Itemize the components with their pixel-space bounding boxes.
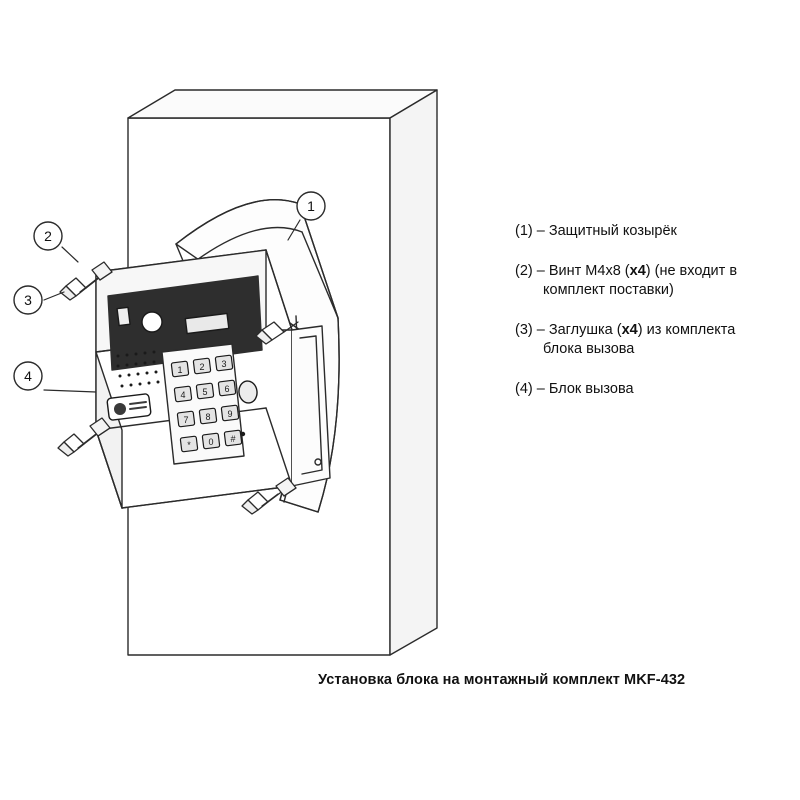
keypad-digit: 7: [183, 415, 189, 425]
figure-caption: Установка блока на монтажный комплект MKF-432: [318, 672, 686, 688]
legend-bold-2: x4: [629, 263, 646, 279]
keypad-digit: 8: [205, 412, 211, 422]
legend-item-1: [515, 222, 790, 241]
callout-label-1: 1: [307, 198, 315, 214]
callout-label-4: 4: [24, 368, 32, 384]
callout-label-3: 3: [24, 292, 32, 308]
legend-ref-3: (3) –: [515, 322, 545, 338]
legend-text-2: Винт М4х8 (: [548, 263, 630, 279]
keypad-digit: 9: [227, 409, 233, 419]
callout-label-2: 2: [44, 228, 52, 244]
keypad-digit: 2: [199, 362, 205, 372]
legend-list: [515, 222, 790, 420]
legend-ref-1: (1) –: [515, 223, 545, 239]
legend-item-2: [515, 262, 790, 300]
legend-tail-3: ) из комплекта: [637, 322, 736, 338]
keypad-digit: *: [187, 440, 191, 450]
keypad-digit: 5: [202, 387, 208, 397]
legend-text-1: Защитный козырёк: [548, 223, 677, 239]
legend-text-3-line2: блока вызова: [543, 341, 635, 357]
legend-text-2-line2: комплект поставки): [543, 282, 674, 298]
keypad-digit: 3: [221, 359, 227, 369]
legend-text-4: Блок вызова: [548, 381, 634, 397]
legend-bold-3: x4: [621, 322, 638, 338]
keypad-digit: 4: [180, 390, 186, 400]
legend-item-4: [515, 380, 790, 399]
keypad-digit: 1: [177, 365, 183, 375]
legend-text-3: Заглушка (: [548, 322, 622, 338]
keypad-digit: 6: [224, 384, 230, 394]
keypad-digit: #: [230, 434, 236, 444]
legend-ref-4: (4) –: [515, 381, 545, 397]
legend-item-3: [515, 321, 790, 359]
keypad-digit: 0: [208, 437, 214, 447]
manufacturer-logo-icon: [107, 394, 151, 421]
legend-ref-2: (2) –: [515, 263, 545, 279]
legend-tail-2: ) (не входит в: [645, 263, 738, 279]
